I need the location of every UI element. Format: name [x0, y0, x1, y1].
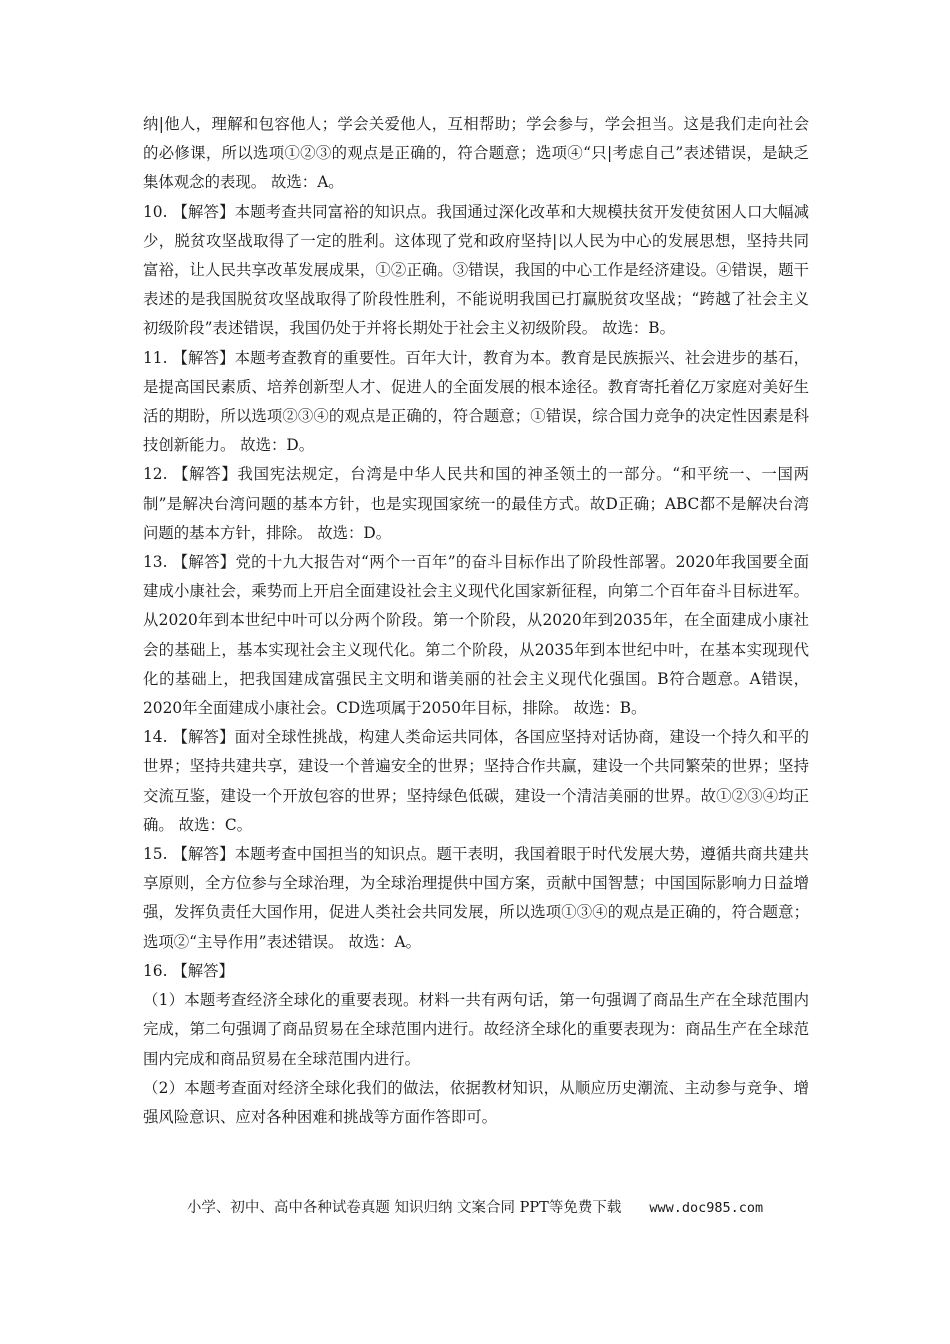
paragraph-q16-heading: 16. 【解答】: [143, 961, 234, 980]
paragraph-q10-answer: 10. 【解答】本题考查共同富裕的知识点。我国通过深化改革和大规模扶贫开发使贫困人口大幅减少，脱贫攻坚战取得了一定的胜利。这体现了党和政府坚持|以人民为中心的发展思想，坚持共同富裕，让人民共享改革发展成果，①②正确。③错误，我国的中心工作是经济建设。④错误，题干表述的是我国脱贫攻坚战取得了阶段性胜利，不能说明我国已打赢脱贫攻坚战；“跨越了社会主义初级阶段”表述错误，我国仍处于并将长期处于社会主义初级阶段。 故选：B。: [143, 202, 809, 338]
page-footer: [0, 1196, 950, 1217]
footer-url[interactable]: www.doc985.com: [649, 1200, 764, 1216]
paragraph-q16-part1: （1）本题考查经济全球化的重要表现。材料一共有两句话，第一句强调了商品生产在全球范围内完成，第二句强调了商品贸易在全球范围内进行。故经济全球化的重要表现为：商品生产在全球范围内完成和商品贸易在全球范围内进行。: [143, 991, 809, 1068]
footer-text: 小学、初中、高中各种试卷真题 知识归纳 文案合同 PPT等免费下载: [186, 1200, 622, 1216]
paragraph-q11-answer: 11. 【解答】本题考查教育的重要性。百年大计，教育为本。教育是民族振兴、社会进步的基石，是提高国民素质、培养创新型人才、促进人的全面发展的根本途径。教育寄托着亿万家庭对美好生活的期盼，所以选项②③④的观点是正确的，符合题意；①错误，综合国力竞争的决定性因素是科技创新能力。 故选：D。: [143, 348, 809, 455]
paragraph-q9-continuation: 纳|他人，理解和包容他人；学会关爱他人，互相帮助；学会参与，学会担当。这是我们走向社会的必修课，所以选项①②③的观点是正确的，符合题意；选项④“只|考虑自己”表述错误，是缺乏集体观念的表现。 故选：A。: [143, 115, 809, 192]
paragraph-q16-part2: （2）本题考查面对经济全球化我们的做法，依据教材知识，从顺应历史潮流、主动参与竞争、增强风险意识、应对各种困难和挑战等方面作答即可。: [143, 1078, 809, 1126]
paragraph-q13-answer: 13. 【解答】党的十九大报告对“两个一百年”的奋斗目标作出了阶段性部署。2020年我国要全面建成小康社会，乘势而上开启全面建设社会主义现代化国家新征程，向第二个百年奋斗目标进军。从2020年到本世纪中叶可以分两个阶段。第一个阶段，从2020年到2035年，在全面建成小康社会的基础上，基本实现社会主义现代化。第二个阶段，从2035年到本世纪中叶，在基本实现现代化的基础上，把我国建成富强民主文明和谐美丽的社会主义现代化强国。B符合题意。A错误，2020年全面建成小康社会。CD选项属于2050年目标，排除。 故选：B。: [143, 553, 809, 718]
paragraph-q14-answer: 14. 【解答】面对全球性挑战，构建人类命运共同体，各国应坚持对话协商，建设一个持久和平的世界；坚持共建共享，建设一个普遍安全的世界；坚持合作共赢，建设一个共同繁荣的世界；坚持交流互鉴，建设一个开放包容的世界；坚持绿色低碳，建设一个清洁美丽的世界。故①②③④均正确。 故选：C。: [143, 728, 809, 834]
paragraph-q12-answer: 12. 【解答】我国宪法规定，台湾是中华人民共和国的神圣领土的一部分。“和平统一、一国两制”是解决台湾问题的基本方针，也是实现国家统一的最佳方式。故D正确；ABC都不是解决台湾问题的基本方针，排除。 故选：D。: [143, 465, 809, 542]
answer-text-body: [143, 110, 809, 1132]
paragraph-q15-answer: 15. 【解答】本题考查中国担当的知识点。题干表明，我国着眼于时代发展大势，遵循共商共建共享原则，全方位参与全球治理，为全球治理提供中国方案，贡献中国智慧；中国国际影响力日益增强，发挥负责任大国作用，促进人类社会共同发展，所以选项①③④的观点是正确的，符合题意；选项②“主导作用”表述错误。 故选：A。: [143, 845, 809, 951]
